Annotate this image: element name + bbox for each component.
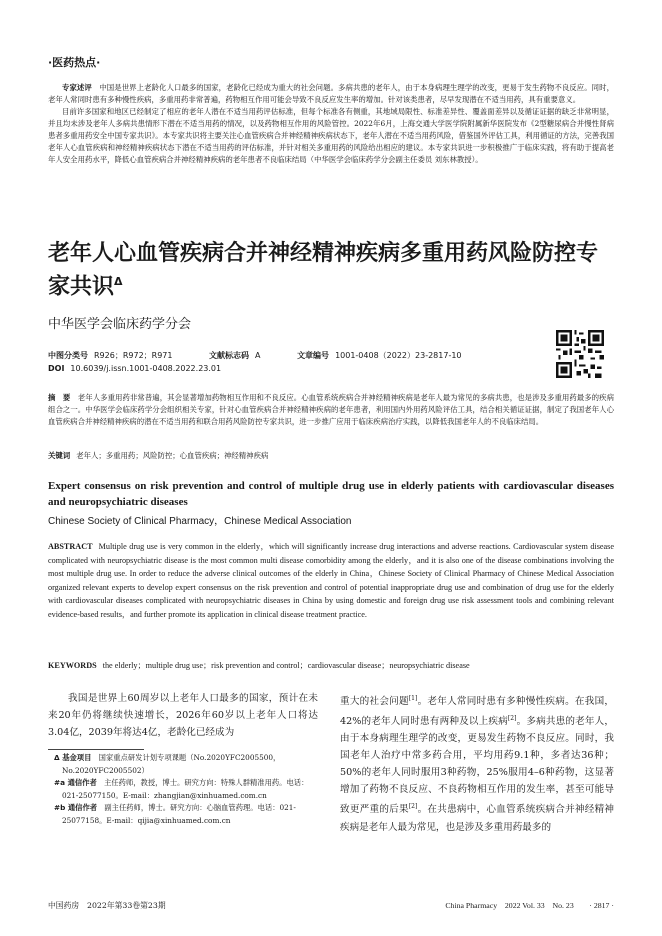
doi-row [48, 364, 221, 373]
abstract-en-text: Multiple drug use is very common in the elderly，which will significantly increase drug interactions and adverse reactions. Cardiovascular system disease complicated with neuropsychiatric disease is the most common multi disease comorbidity among the elderly，and it is also one of the disease combinations involving the most multiple drug use. In order to reduce the adverse clinical outcomes of the elderly in China，Chinese Society of Clinical Pharmacy of Chinese Medical Association organized relevant experts to develop expert consensus on the risk prevention and control of potential inappropriate drug use and combination of drug use for the elderly with cardiovascular diseases complicated with neuropsychiatric diseases in China by using domestic and foreign drug use risk assessment tools and combining relevant evidence-based results，and further promote its application in clinical disease treatment practice. [48, 542, 614, 619]
keywords-cn-label: 关键词 [48, 451, 71, 460]
footnote-divider [48, 749, 144, 750]
clc-label: 中图分类号 [48, 351, 88, 360]
qr-code-icon [556, 330, 604, 378]
author-b-text: 副主任药师，博士。研究方向：心脑血管药理。电话：021-25077158。E-mail：qijia@xinhuamed.com.cn [62, 803, 296, 825]
body-column-left [48, 690, 318, 741]
author-organization-cn: 中华医学会临床药学分会 [48, 317, 192, 332]
reference-3[interactable]: [2] [408, 803, 418, 811]
keywords-en [48, 660, 614, 671]
expert-review-paragraph-2: 目前许多国家和地区已经制定了相应的老年人潜在不适当用药评估标准，但每个标准各有侧重，其地域局限性、标准差异性、覆盖面差异以及循证证据的缺乏非常明显，并且均未涉及老年人多病共患情形下潜在不适当用药的情况，以及药物相互作用的风险管控。2022年6月，上海交通大学医学院附属新华医院发布《2型糖尿病合并慢性肾病患者多重用药安全中国专家共识》。本专家共识将主要关注心血管疾病合并神经精神疾病状态下，老年人潜在不适当用药风险，借鉴国外评估工具，利用循证的方法，完善我国老年人心血管疾病和神经精神疾病状态下潜在不适当用药的评估标准，并针对相关多重用药的风险给出相应的建议。本专家共识进一步积极推广于临床实践，将有助于提高老年人安全用药水平，降低心血管疾病合并神经精神疾病的老年患者不良临床结局（中华医学会临床药学分会副主任委员 刘东林教授）。 [48, 107, 614, 164]
author-a-label: #a 通信作者 [54, 778, 97, 787]
abstract-en-label: ABSTRACT [48, 542, 93, 551]
article-title-en: Expert consensus on risk prevention and control of multiple drug use in elderly patients with cardiovascular diseases and neuropsychiatric diseases [48, 480, 614, 508]
body-text: 。在共患病中，心血管系统疾病合并神经精神疾病是老年人最为常见，也是涉及多重用药最多的 [340, 804, 615, 833]
article-title [48, 240, 614, 301]
article-number-label: 文章编号 [297, 351, 330, 360]
footnote-author-b [54, 802, 318, 827]
body-paragraph-continued [340, 690, 614, 836]
doc-code-label: 文献标志码 [209, 351, 250, 360]
doi-value: 10.6039/j.issn.1001-0408.2022.23.01 [70, 364, 222, 373]
fund-mark: Δ [114, 275, 123, 288]
abstract-cn-label: 摘 要 [48, 393, 71, 402]
footnotes [48, 752, 318, 827]
keywords-en-text: the elderly；multiple drug use；risk prevention and control；cardiovascular disease；neuropsychiatric disease [102, 661, 470, 670]
body-text: 。多病共患的老年人，由于本身病理生理学的改变，更易发生药物不良反应。同时，我国老年人治疗中常多药合用，平均用药9.1种，多者达36种；50%的老年人同时服用3种药物，25%服用4–6种药物，这显著增加了药物不良反应、不良药物相互作用的发生率，甚至可能导致更严重的后果 [340, 716, 615, 816]
body-paragraph: 我国是世界上60周岁以上老年人口最多的国家，预计在未来20年仍将继续快速增长，2026年60岁以上老年人口将达3.04亿，2039年将达4亿，老龄化已经成为 [48, 693, 318, 738]
footer-journal-en: China Pharmacy 2022 Vol. 33 No. 23 · 2817 · [445, 901, 614, 910]
footer-journal-cn: 中国药房 2022年第33卷第23期 [48, 901, 166, 910]
article-number-value: 1001-0408（2022）23-2817-10 [335, 351, 462, 360]
clc-value: R926；R972；R971 [94, 351, 173, 360]
article-title-text: 老年人心血管疾病合并神经精神疾病多重用药风险防控专家共识 [48, 241, 599, 300]
keywords-cn [48, 450, 614, 461]
body-text: 。老年人常同时患有多种慢性疾病。在我国，42%的老年人同时患有两种及以上疾病 [340, 696, 615, 728]
section-tag: ·医药热点· [48, 56, 101, 69]
body-text: 重大的社会问题 [340, 696, 409, 708]
doc-code-value: A [255, 351, 261, 360]
body-column-right [340, 690, 614, 836]
reference-2[interactable]: [2] [507, 715, 517, 723]
funding-label: Δ 基金项目 [54, 753, 92, 762]
abstract-cn-text: 老年人多重用药非常普遍，其会显著增加药物相互作用和不良反应。心血管系统疾病合并神经精神疾病是老年人最为常见的多病共患，也是涉及多重用药最多的疾病组合之一。中华医学会临床药学分会组织相关专家，针对心血管疾病合并神经精神疾病的老年患者，利用国内外用药风险评估工具，结合相关循证证据，制定了我国老年人心血管疾病合并神经精神疾病的潜在不适当用药和联合用药风险防控专家共识，进一步推广应用于临床疾病治疗实践，以降低我国老年人的不良临床结局。 [48, 393, 614, 426]
footnote-funding [54, 752, 318, 777]
author-organization-en: Chinese Society of Clinical Pharmacy，Chinese Medical Association [48, 516, 352, 527]
expert-review-paragraph-1: 中国是世界上老龄化人口最多的国家，老龄化已经成为重大的社会问题。多病共患的老年人，由于本身病理生理学的改变，更易于发生药物不良反应。同时，老年人常同时患有多种慢性疾病，多重用药非常普遍，药物相互作用可能会导致不良反应发生率的增加。针对该类患者，尽早发现潜在不适当用药，具有重要意义。 [48, 83, 614, 104]
abstract-en [48, 540, 614, 621]
reference-1[interactable]: [1] [408, 695, 418, 702]
author-b-label: #b 通信作者 [54, 803, 98, 812]
footnote-author-a [54, 777, 318, 802]
funding-text: 国家重点研发计划专项课题（No.2020YFC2005500，No.2020YFC2005502） [62, 753, 281, 775]
abstract-cn [48, 392, 614, 428]
doi-label: DOI [48, 364, 65, 373]
keywords-cn-text: 老年人；多重用药；风险防控；心血管疾病；神经精神疾病 [76, 451, 269, 460]
keywords-en-label: KEYWORDS [48, 661, 97, 670]
expert-review-label: 专家述评 [62, 83, 92, 92]
expert-review [48, 82, 614, 166]
classification-row [48, 350, 462, 361]
author-a-text: 主任药师，教授，博士。研究方向：特殊人群精准用药。电话：021-25077150。E-mail：zhangjian@xinhuamed.com.cn [62, 778, 309, 800]
